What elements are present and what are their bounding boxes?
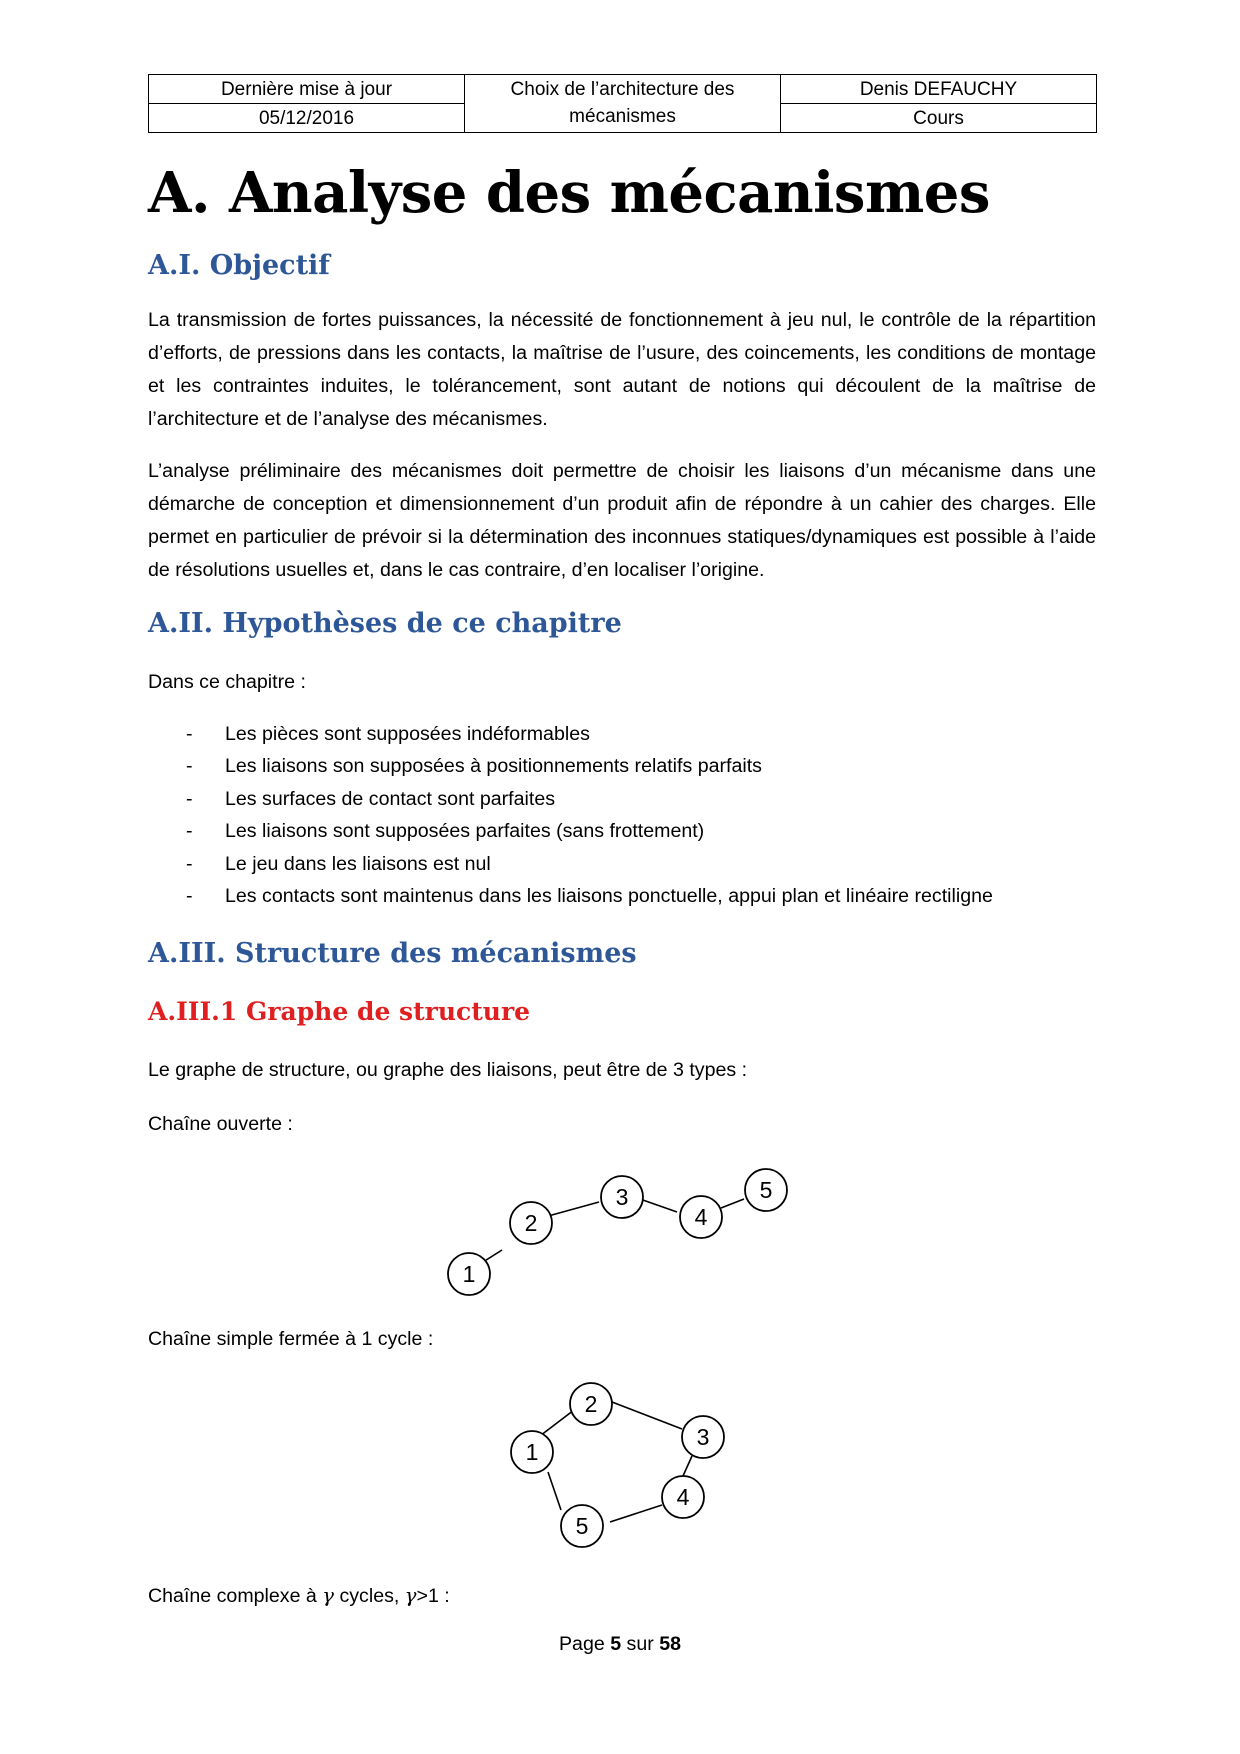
graph-node [745,1169,787,1211]
node-label: 2 [584,1391,598,1417]
section-heading-objectif: A.I. Objectif [148,250,330,281]
node-label: 4 [676,1484,690,1510]
list-item-text: Les surfaces de contact sont parfaites [225,787,556,810]
open-chain-label: Chaîne ouverte : [148,1113,293,1135]
edge-3-4 [683,1456,692,1476]
graph-node [510,1202,552,1244]
edge-2-3 [612,1402,682,1429]
edge-5-1 [548,1472,561,1510]
objectif-paragraph-1: La transmission de fortes puissances, la nécessité de fonctionnement à jeu nul, le contrôle de la répartition d’efforts, de pressions dans les contacts, la maîtrise de l’usure, des coincements, les conditions de montage et les contraintes induites, le tolérancement, sont autant de notions qui découlent de la maîtrise de l’architecture et de l’analyse des mécanismes. [148,309,1096,430]
footer-page-number: 5 [610,1633,622,1655]
header-author: Denis DEFAUCHY [781,75,1097,104]
graph-node [448,1253,490,1295]
edge-3-4 [640,1199,677,1212]
node-label: 2 [524,1210,538,1236]
list-item [148,848,993,880]
gamma-symbol: γ [322,1584,334,1607]
hypotheses-list [148,718,993,912]
header-update-label: Dernière mise à jour [149,75,465,104]
closed-chain-graph [490,1370,760,1570]
node-label: 3 [615,1184,629,1210]
closed-chain-label: Chaîne simple fermée à 1 cycle : [148,1328,434,1350]
page-title: A. Analyse des mécanismes [148,160,990,226]
list-item-text: Le jeu dans les liaisons est nul [225,852,491,875]
section-heading-hypotheses: A.II. Hypothèses de ce chapitre [148,608,622,639]
bullet-dash: - [186,755,193,778]
list-item-text: Les liaisons sont supposées parfaites (sans frottement) [225,820,705,843]
node-label: 3 [696,1424,710,1450]
list-item [148,750,993,782]
graph-node [682,1416,724,1458]
list-item [148,880,993,912]
graph-node [561,1505,603,1547]
header-date: 05/12/2016 [149,104,465,133]
list-item-text: Les contacts sont maintenus dans les liaisons ponctuelle, appui plan et linéaire rectiligne [225,884,993,907]
graph-node [511,1431,553,1473]
list-item [148,783,993,815]
subsection-heading-graphe: A.III.1 Graphe de structure [148,997,531,1026]
footer-page-total: 58 [659,1633,682,1655]
bullet-dash: - [186,884,193,907]
edge-4-5 [610,1505,662,1522]
edge-4-5 [721,1199,744,1208]
bullet-dash: - [186,787,193,810]
graph-node [662,1476,704,1518]
bullet-dash: - [186,820,193,843]
node-label: 5 [575,1513,589,1539]
complex-chain-prefix: Chaîne complexe à [148,1585,323,1607]
footer-prefix: Page [558,1633,611,1655]
node-label: 1 [525,1439,539,1465]
node-label: 5 [759,1177,773,1203]
objectif-paragraph-2: L’analyse préliminaire des mécanismes doit permettre de choisir les liaisons d’un mécanisme dans une démarche de conception et dimensionnement d’un produit afin de répondre à un cahier des charges. Elle permet en particulier de prévoir si la détermination des inconnues statiques/dynamiques est possible à l’aide de résolutions usuelles et, dans le cas contraire, d’en localiser l’origine. [148,460,1096,581]
list-item [148,718,993,750]
page-footer [0,1630,1240,1658]
bullet-dash: - [186,723,193,745]
list-item-text: Les pièces sont supposées indéformables [225,723,590,745]
graph-node [680,1196,722,1238]
section-heading-structure: A.III. Structure des mécanismes [148,938,637,969]
hypotheses-intro: Dans ce chapitre : [148,671,306,693]
node-label: 1 [462,1261,476,1287]
header-table [148,74,1097,133]
graph-node [601,1176,643,1218]
header-doc-type: Cours [781,104,1097,133]
open-chain-graph [430,1155,800,1315]
complex-chain-middle: cycles, [334,1585,405,1607]
list-item [148,815,993,847]
bullet-dash: - [186,852,193,875]
structure-intro: Le graphe de structure, ou graphe des liaisons, peut être de 3 types : [148,1059,748,1081]
gamma-symbol: γ [404,1584,417,1607]
graph-node [570,1383,612,1425]
footer-middle: sur [621,1633,660,1655]
list-item-text: Les liaisons son supposées à positionnements relatifs parfaits [225,755,762,778]
complex-chain-label [148,1582,450,1610]
complex-chain-suffix: >1 : [416,1585,450,1607]
header-document-title: Choix de l’architecture des mécanismes [465,75,781,133]
node-label: 4 [694,1204,708,1230]
